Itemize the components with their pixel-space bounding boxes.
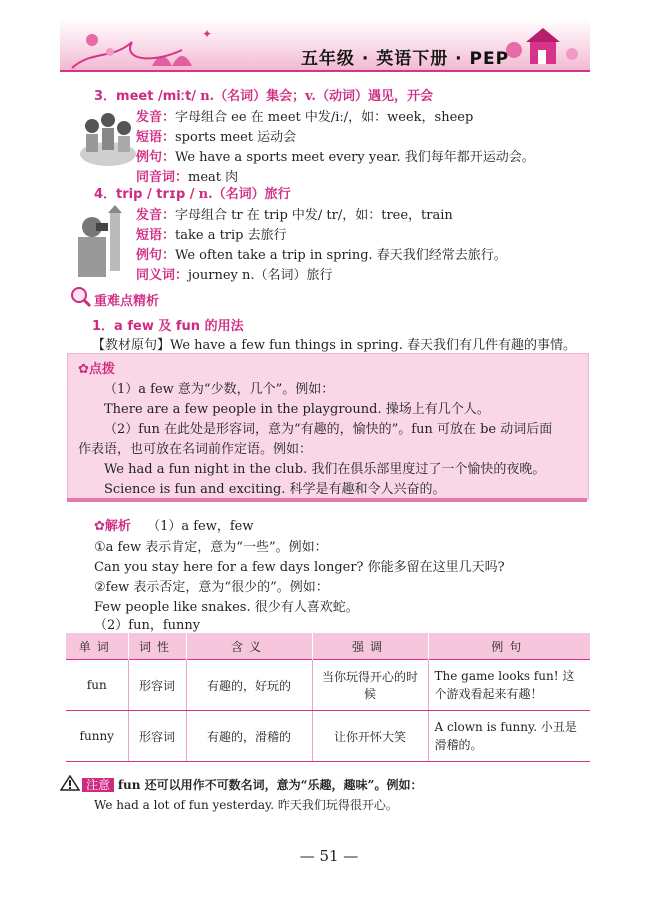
entry-trip-word: 4．trip / trɪp / — [94, 187, 195, 202]
note-text: fun 还可以用作不可数名词，意为“乐趣，趣味”。例如： — [117, 778, 423, 792]
tip-box-border — [67, 498, 587, 502]
table-cell: 形容词 — [128, 711, 186, 762]
note-label: 注意 — [82, 778, 114, 792]
table-header-cell: 例句 — [428, 633, 590, 660]
table-header-row — [66, 633, 590, 660]
tip-line-4: 作表语，也可放在名词前作定语。例如： — [78, 442, 313, 457]
table-cell: fun — [66, 660, 128, 711]
page-number: — 51 — — [299, 847, 359, 865]
svg-text:✦: ✦ — [202, 27, 213, 41]
entry-meet-word: 3．meet /miːt/ — [94, 89, 197, 104]
tip-title: ✿点拨 — [78, 362, 115, 377]
section-title: 重难点精析 — [94, 294, 160, 309]
analysis-line-3: ②few 表示否定，意为“很少的”。例如： — [94, 580, 329, 595]
table-row — [66, 660, 590, 711]
flower-bullet-icon: ✿ — [78, 362, 89, 377]
entry-meet-phrase: 短语：sports meet 运动会 — [136, 130, 297, 145]
table-cell: funny — [66, 711, 128, 762]
tip-line-6: Science is fun and exciting. 科学是有趣和令人兴奋的。 — [104, 482, 446, 497]
entry-meet-pos: n.（名词）集会；v.（动词）遇见，开会 — [200, 89, 433, 104]
comparison-table — [66, 633, 590, 762]
analysis-line-2: Can you stay here for a few days longer? 你能多留在这里几天吗? — [94, 560, 505, 575]
tip-line-1: （1）a few 意为“少数，几个”。例如： — [104, 382, 335, 397]
tip-line-3: （2）fun 在此处是形容词，意为“有趣的，愉快的”。fun 可放在 be 动词后面 — [104, 422, 553, 437]
note-line — [82, 776, 422, 793]
entry-meet-homophone: 同音词：meat 肉 — [136, 170, 239, 185]
entry-trip-synonym: 同义词：journey n.（名词）旅行 — [136, 268, 333, 283]
entry-meet-head — [94, 85, 433, 104]
table-cell: The game looks fun! 这个游戏看起来有趣！ — [428, 660, 590, 711]
table-header-cell: 含义 — [186, 633, 312, 660]
warning-icon — [60, 775, 80, 791]
note-example: We had a lot of fun yesterday. 昨天我们玩得很开心。 — [94, 798, 398, 812]
flower-bullet-icon: ✿ — [94, 519, 105, 534]
trip-illustration-icon — [70, 205, 132, 281]
header-title: 五年级 · 英语下册 · PEP — [300, 49, 510, 69]
analysis-title: ✿解析 （1）a few，few — [94, 519, 254, 534]
entry-trip-example: 例句：We often take a trip in spring. 春天我们经常去旅行。 — [136, 248, 507, 263]
table-header-cell: 词性 — [128, 633, 186, 660]
entry-meet-pron: 发音：字母组合 ee 在 meet 中发/iː/，如：week，sheep — [136, 110, 474, 125]
table-row — [66, 711, 590, 762]
sports-meet-illustration-icon — [78, 104, 138, 170]
entry-trip-pos: n.（名词）旅行 — [198, 187, 291, 202]
entry-trip-pron: 发音：字母组合 tr 在 trip 中发/ tr/，如：tree，train — [136, 208, 453, 223]
magnifier-icon — [70, 286, 92, 308]
analysis-line-1: ①a few 表示肯定，意为“一些”。例如： — [94, 540, 328, 555]
table-cell: 形容词 — [128, 660, 186, 711]
table-cell: A clown is funny. 小丑是滑稽的。 — [428, 711, 590, 762]
table-header-cell: 强调 — [312, 633, 428, 660]
table-cell: 有趣的，好玩的 — [186, 660, 312, 711]
analysis-line-4: Few people like snakes. 很少有人喜欢蛇。 — [94, 600, 359, 615]
analysis-line-5: （2）fun，funny — [94, 618, 201, 633]
source-sentence: 【教材原句】We have a few fun things in spring. 春天我们有几件有趣的事情。 — [92, 338, 577, 353]
section-item-title: 1．a few 及 fun 的用法 — [92, 319, 244, 334]
entry-trip-head — [94, 183, 291, 202]
entry-trip-phrase: 短语：take a trip 去旅行 — [136, 228, 287, 243]
table-cell: 让你开怀大笑 — [312, 711, 428, 762]
tip-line-5: We had a fun night in the club. 我们在俱乐部里度过了一个愉快的夜晚。 — [104, 462, 546, 477]
tip-line-2: There are a few people in the playground. 操场上有几个人。 — [104, 402, 490, 417]
header-decoration-left-icon — [62, 20, 222, 72]
table-cell: 有趣的，滑稽的 — [186, 711, 312, 762]
entry-meet-example: 例句：We have a sports meet every year. 我们每年都开运动会。 — [136, 150, 535, 165]
table-cell: 当你玩得开心的时候 — [312, 660, 428, 711]
table-header-cell: 单词 — [66, 633, 128, 660]
